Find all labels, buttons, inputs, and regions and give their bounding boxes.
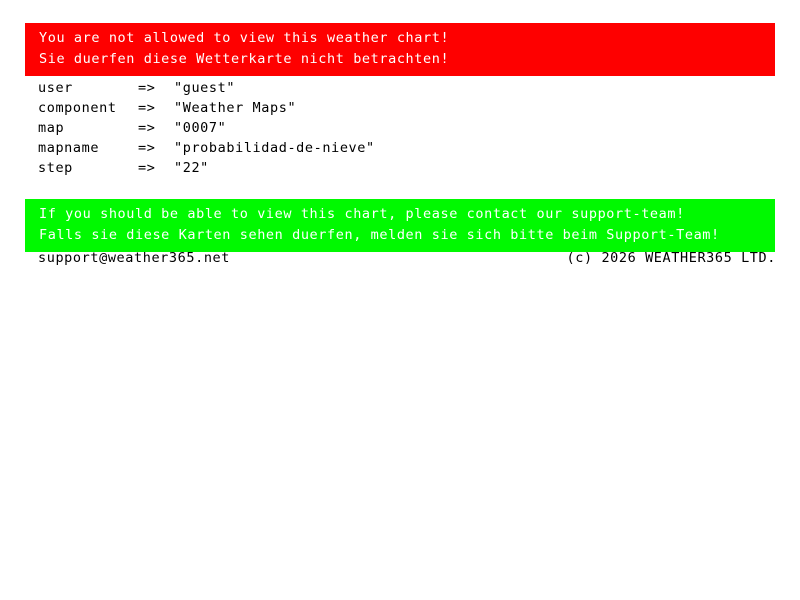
detail-value-mapname: "probabilidad-de-nieve" <box>174 140 375 156</box>
detail-key-user: user <box>38 80 73 96</box>
table-row <box>38 120 375 140</box>
detail-arrow: => <box>138 80 156 96</box>
table-row <box>38 80 375 100</box>
detail-key-step: step <box>38 160 73 176</box>
info-banner-line-de: Falls sie diese Karten sehen duerfen, melden sie sich bitte beim Support-Team! <box>39 227 720 243</box>
detail-key-mapname: mapname <box>38 140 100 156</box>
detail-arrow: => <box>138 120 156 136</box>
error-banner <box>25 23 775 76</box>
detail-arrow: => <box>138 160 156 176</box>
detail-arrow: => <box>138 100 156 116</box>
detail-value-map: "0007" <box>174 120 227 136</box>
error-banner-line-de: Sie duerfen diese Wetterkarte nicht betrachten! <box>39 51 450 67</box>
table-row <box>38 160 375 180</box>
detail-value-component: "Weather Maps" <box>174 100 297 116</box>
support-email-link[interactable]: support@weather365.net <box>38 250 231 266</box>
request-details-table <box>38 80 375 180</box>
page-footer <box>38 250 776 266</box>
table-row <box>38 140 375 160</box>
detail-arrow: => <box>138 140 156 156</box>
error-banner-line-en: You are not allowed to view this weather chart! <box>39 30 450 46</box>
detail-key-map: map <box>38 120 65 136</box>
info-banner <box>25 199 775 252</box>
copyright-text: (c) 2026 WEATHER365 LTD. <box>566 250 776 266</box>
detail-value-step: "22" <box>174 160 209 176</box>
detail-key-component: component <box>38 100 117 116</box>
detail-value-user: "guest" <box>174 80 236 96</box>
info-banner-line-en: If you should be able to view this chart, please contact our support-team! <box>39 206 685 222</box>
table-row <box>38 100 375 120</box>
